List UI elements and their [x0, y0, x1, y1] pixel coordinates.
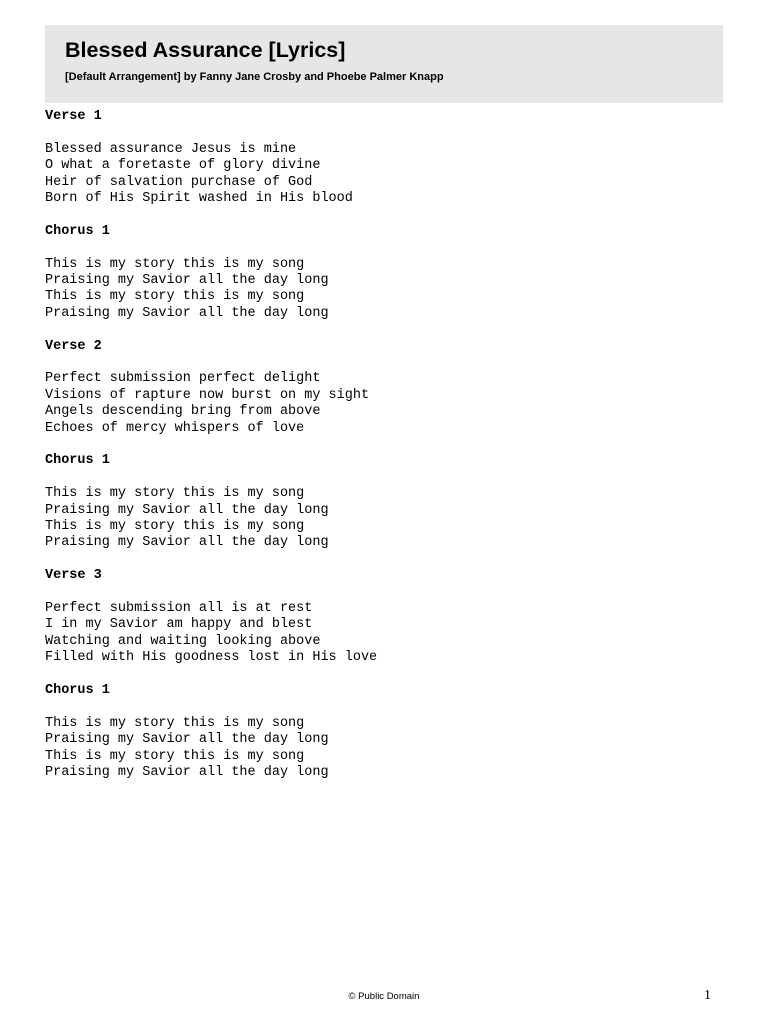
copyright-notice: © Public Domain: [348, 991, 420, 1002]
lyric-line: Echoes of mercy whispers of love: [45, 420, 305, 436]
lyric-line: Perfect submission perfect delight: [45, 371, 321, 387]
lyric-line: Praising my Savior all the day long: [45, 535, 329, 551]
lyric-line: This is my story this is my song: [45, 486, 305, 502]
lyric-line: Born of His Spirit washed in His blood: [45, 191, 353, 207]
section-label: Verse 1: [45, 109, 102, 124]
lyrics-section: [45, 568, 725, 666]
lyrics-body: [45, 109, 725, 798]
lyric-line: O what a foretaste of glory divine: [45, 158, 321, 174]
section-label: Verse 3: [45, 568, 102, 584]
lyric-line: Blessed assurance Jesus is mine: [45, 141, 297, 157]
lyrics-section: [45, 224, 725, 322]
section-label: Chorus 1: [45, 683, 110, 699]
lyric-line: Visions of rapture now burst on my sight: [45, 387, 370, 403]
lyric-line: Angels descending bring from above: [45, 404, 321, 420]
section-label: Verse 2: [45, 338, 102, 354]
lyric-line: Praising my Savior all the day long: [45, 732, 329, 748]
lyric-line: This is my story this is my song: [45, 519, 305, 535]
lyric-line: Praising my Savior all the day long: [45, 273, 329, 289]
page-number: 1: [704, 988, 711, 1003]
song-subtitle: [Default Arrangement] by Fanny Jane Crosby and Phoebe Palmer Knapp: [65, 71, 444, 83]
lyric-line: Watching and waiting looking above: [45, 633, 321, 649]
lyric-line: Filled with His goodness lost in His love: [45, 650, 378, 666]
section-label: Chorus 1: [45, 453, 110, 469]
lyrics-section: [45, 109, 725, 207]
lyric-line: I in my Savior am happy and blest: [45, 617, 313, 633]
lyric-line: Praising my Savior all the day long: [45, 305, 329, 321]
lyric-line: Praising my Savior all the day long: [45, 765, 329, 781]
lyric-line: This is my story this is my song: [45, 748, 305, 764]
section-label: Chorus 1: [45, 223, 110, 239]
lyric-line: This is my story this is my song: [45, 256, 305, 272]
lyrics-section: [45, 683, 725, 781]
lyrics-section: [45, 339, 725, 437]
lyric-line: This is my story this is my song: [45, 289, 305, 305]
song-title: Blessed Assurance [Lyrics]: [65, 38, 346, 62]
lyric-line: Heir of salvation purchase of God: [45, 174, 313, 190]
header-banner: [45, 25, 723, 103]
lyric-line: Perfect submission all is at rest: [45, 601, 313, 617]
lyrics-section: [45, 453, 725, 551]
lyric-line: Praising my Savior all the day long: [45, 502, 329, 518]
lyric-line: This is my story this is my song: [45, 715, 305, 731]
